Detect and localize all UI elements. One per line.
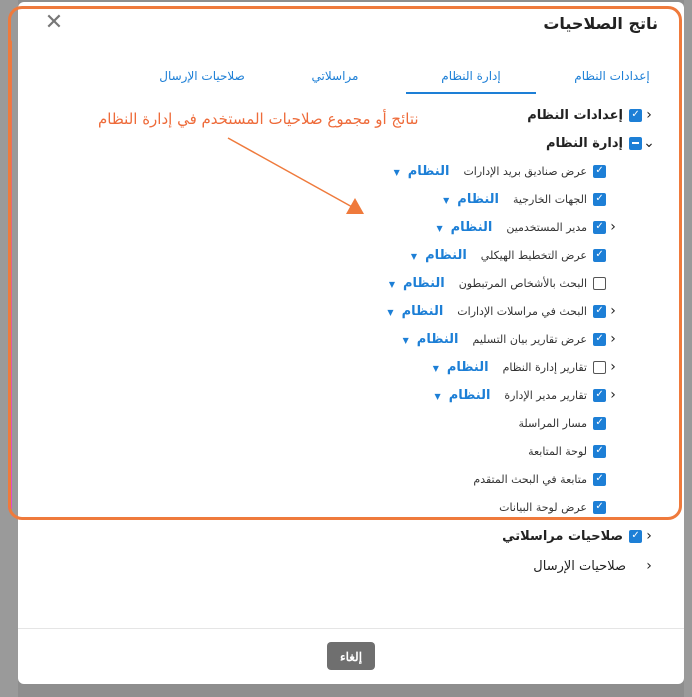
checkbox[interactable]: ✓ <box>593 333 606 346</box>
scope-dropdown[interactable]: النظام▼ <box>432 359 489 375</box>
caret-down-icon: ▼ <box>387 307 394 317</box>
item-label: لوحة المتابعة <box>528 444 587 458</box>
checkbox[interactable]: ✓ <box>629 530 642 543</box>
caret-down-icon: ▼ <box>436 223 443 233</box>
tree-item <box>433 356 628 378</box>
tree-item <box>528 440 606 462</box>
checkbox[interactable]: ✓ <box>593 249 606 262</box>
tree-node-system-admin <box>546 132 664 154</box>
chevron-left-icon[interactable]: ‹ <box>646 528 652 544</box>
caret-down-icon: ▼ <box>388 279 395 289</box>
tree-item <box>435 384 628 406</box>
checkbox[interactable]: ✓ <box>593 165 606 178</box>
tab-system-settings[interactable]: إعدادات النظام <box>574 69 650 83</box>
chevron-left-icon[interactable]: ‹ <box>610 331 616 347</box>
tree-item <box>387 300 628 322</box>
tree-item <box>411 244 606 266</box>
tree-item <box>518 412 606 434</box>
chevron-left-icon[interactable]: ‹ <box>610 219 616 235</box>
item-label: مسار المراسلة <box>518 416 587 430</box>
item-label: متابعة في البحث المتقدم <box>473 472 587 486</box>
chevron-left-icon[interactable]: ‹ <box>646 107 652 123</box>
checkbox[interactable] <box>593 277 606 290</box>
scope-dropdown[interactable]: النظام▼ <box>402 331 459 347</box>
checkbox[interactable]: ✓ <box>593 389 606 402</box>
item-label: تقارير مدير الإدارة <box>504 388 587 402</box>
item-label: البحث في مراسلات الإدارات <box>457 304 587 318</box>
chevron-left-icon[interactable]: ‹ <box>646 558 652 574</box>
item-label: الجهات الخارجية <box>513 192 587 206</box>
chevron-down-icon[interactable]: ⌄ <box>643 135 655 151</box>
node-label: إدارة النظام <box>546 135 623 151</box>
highlight-gradient-edge <box>8 40 12 510</box>
checkbox[interactable]: ✓ <box>593 501 606 514</box>
tree-item <box>389 272 606 294</box>
checkbox[interactable]: ✓ <box>593 445 606 458</box>
chevron-left-icon[interactable]: ‹ <box>610 359 616 375</box>
dialog-title: ناتج الصلاحيات <box>543 14 658 33</box>
caret-down-icon: ▼ <box>402 335 409 345</box>
chevron-left-icon[interactable]: ‹ <box>610 303 616 319</box>
tree-node-my-correspondence <box>502 525 664 547</box>
scope-dropdown[interactable]: النظام▼ <box>410 247 467 263</box>
cancel-button[interactable]: إلغاء <box>327 642 375 670</box>
item-label: تقارير إدارة النظام <box>502 360 587 374</box>
close-icon[interactable]: ✕ <box>44 10 64 35</box>
caret-down-icon: ▼ <box>434 391 441 401</box>
footer-divider <box>18 628 684 629</box>
tree-item <box>403 328 628 350</box>
annotation-callout: نتائج أو مجموع صلاحيات المستخدم في إدارة النظام <box>98 110 419 128</box>
checkbox[interactable]: ✓ <box>593 417 606 430</box>
tree-item <box>499 496 606 518</box>
tree-item <box>394 160 606 182</box>
scope-dropdown[interactable]: النظام▼ <box>393 163 450 179</box>
checkbox[interactable]: ✓ <box>593 221 606 234</box>
tree-node-system-settings <box>527 104 664 126</box>
item-label: عرض لوحة البيانات <box>499 500 587 514</box>
tree-node-send-permissions <box>533 555 664 577</box>
caret-down-icon: ▼ <box>393 167 400 177</box>
checkbox[interactable]: ✓ <box>593 305 606 318</box>
item-label: عرض التخطيط الهيكلي <box>480 248 587 262</box>
checkbox[interactable]: ✓ <box>629 109 642 122</box>
checkbox[interactable] <box>593 361 606 374</box>
tab-my-correspondence[interactable]: مراسلاتي <box>311 69 359 83</box>
caret-down-icon: ▼ <box>432 363 439 373</box>
caret-down-icon: ▼ <box>443 195 450 205</box>
item-label: عرض تقارير بيان التسليم <box>472 332 587 346</box>
checkbox[interactable]: ✓ <box>593 193 606 206</box>
scope-dropdown[interactable]: النظام▼ <box>388 275 445 291</box>
tab-system-admin[interactable]: إدارة النظام <box>406 62 536 94</box>
tree-item <box>443 188 606 210</box>
scope-dropdown[interactable]: النظام▼ <box>443 191 500 207</box>
scope-dropdown[interactable]: النظام▼ <box>387 303 444 319</box>
item-label: البحث بالأشخاص المرتبطون <box>458 276 587 290</box>
node-label: صلاحيات مراسلاتي <box>502 528 623 544</box>
node-label: إعدادات النظام <box>527 107 623 123</box>
checkbox-partial[interactable] <box>629 137 642 150</box>
node-label: صلاحيات الإرسال <box>533 558 626 574</box>
tab-send-permissions[interactable]: صلاحيات الإرسال <box>159 69 245 83</box>
item-label: مدير المستخدمين <box>506 220 587 234</box>
item-label: عرض صناديق بريد الإدارات <box>463 164 587 178</box>
checkbox[interactable]: ✓ <box>593 473 606 486</box>
tree-item <box>473 468 606 490</box>
caret-down-icon: ▼ <box>410 251 418 261</box>
chevron-left-icon[interactable]: ‹ <box>610 387 616 403</box>
scope-dropdown[interactable]: النظام▼ <box>436 219 493 235</box>
tree-item <box>436 216 628 238</box>
scope-dropdown[interactable]: النظام▼ <box>434 387 491 403</box>
